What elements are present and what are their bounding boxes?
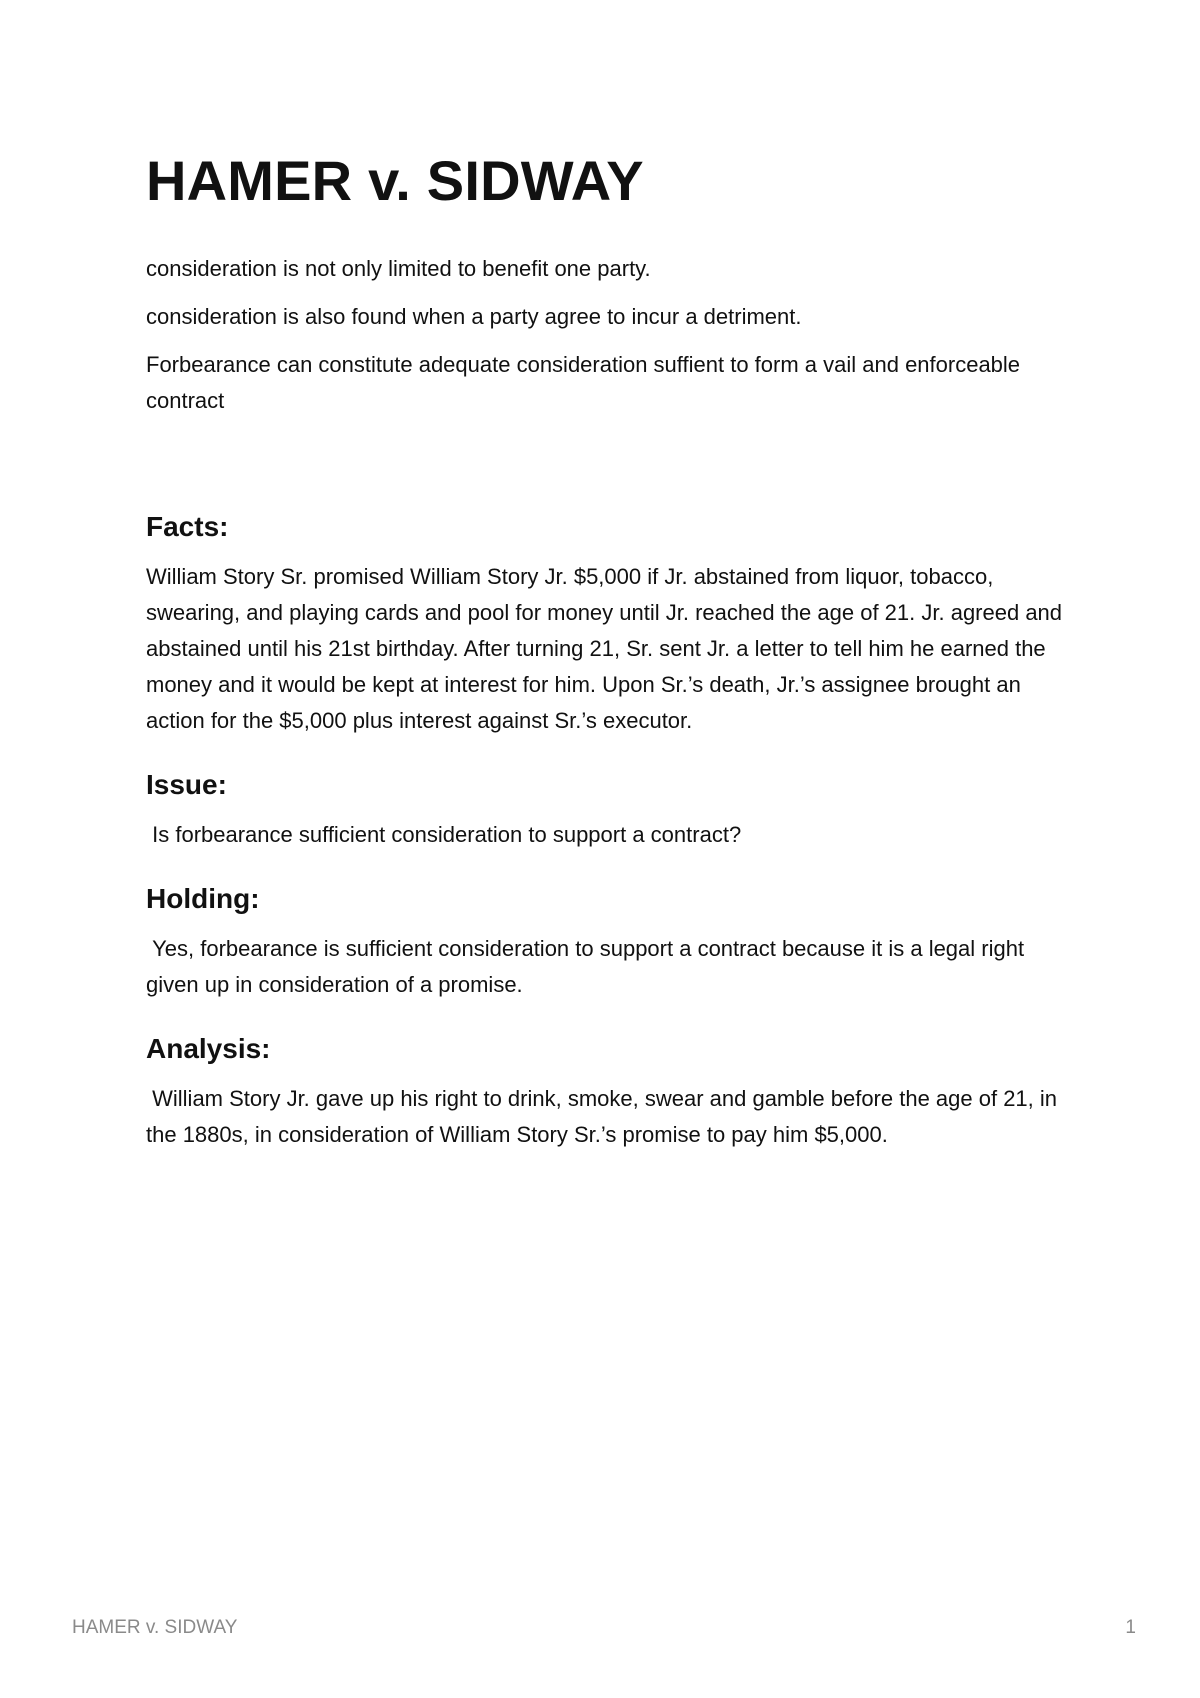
section-analysis [146,1029,1076,1153]
section-heading-issue: Issue: [146,769,227,800]
page-title: HAMER v. SIDWAY [146,149,644,212]
section-holding [146,879,1076,1003]
intro-paragraph-1: consideration is not only limited to benefit one party. [146,256,651,281]
page-number: 1 [1125,1617,1136,1638]
section-text-facts: William Story Sr. promised William Story Jr. $5,000 if Jr. abstained from liquor, tobacco, swearing, and playing cards and pool for money until Jr. reached the age of 21. Jr. agreed and abstained until his 21st birthday. After turning 21, Sr. sent Jr. a letter to tell him he earned the money and it would be kept at interest for him. Upon Sr.’s death, Jr.’s assignee brought an action for the $5,000 plus interest against Sr.’s executor. [146,564,1063,733]
intro-paragraph-3: Forbearance can constitute adequate consideration suffient to form a vail and enforceable contract [146,352,1021,413]
section-facts [146,507,1076,739]
section-text-holding: Yes, forbearance is sufficient consideration to support a contract because it is a legal right given up in consideration of a promise. [146,936,1031,997]
intro-paragraph-2: consideration is also found when a party agree to incur a detriment. [146,304,802,329]
spacer [146,431,1076,507]
section-text-analysis: William Story Jr. gave up his right to drink, smoke, swear and gamble before the age of 21, in the 1880s, in consideration of William Story Sr.’s promise to pay him $5,000. [146,1086,1064,1147]
section-heading-analysis: Analysis: [146,1033,271,1064]
section-issue [146,765,1076,853]
section-heading-facts: Facts: [146,511,229,542]
section-text-issue: Is forbearance sufficient consideration to support a contract? [146,822,742,847]
section-heading-holding: Holding: [146,883,260,914]
footer-title: HAMER v. SIDWAY [72,1617,238,1638]
page-content [146,145,1076,1179]
